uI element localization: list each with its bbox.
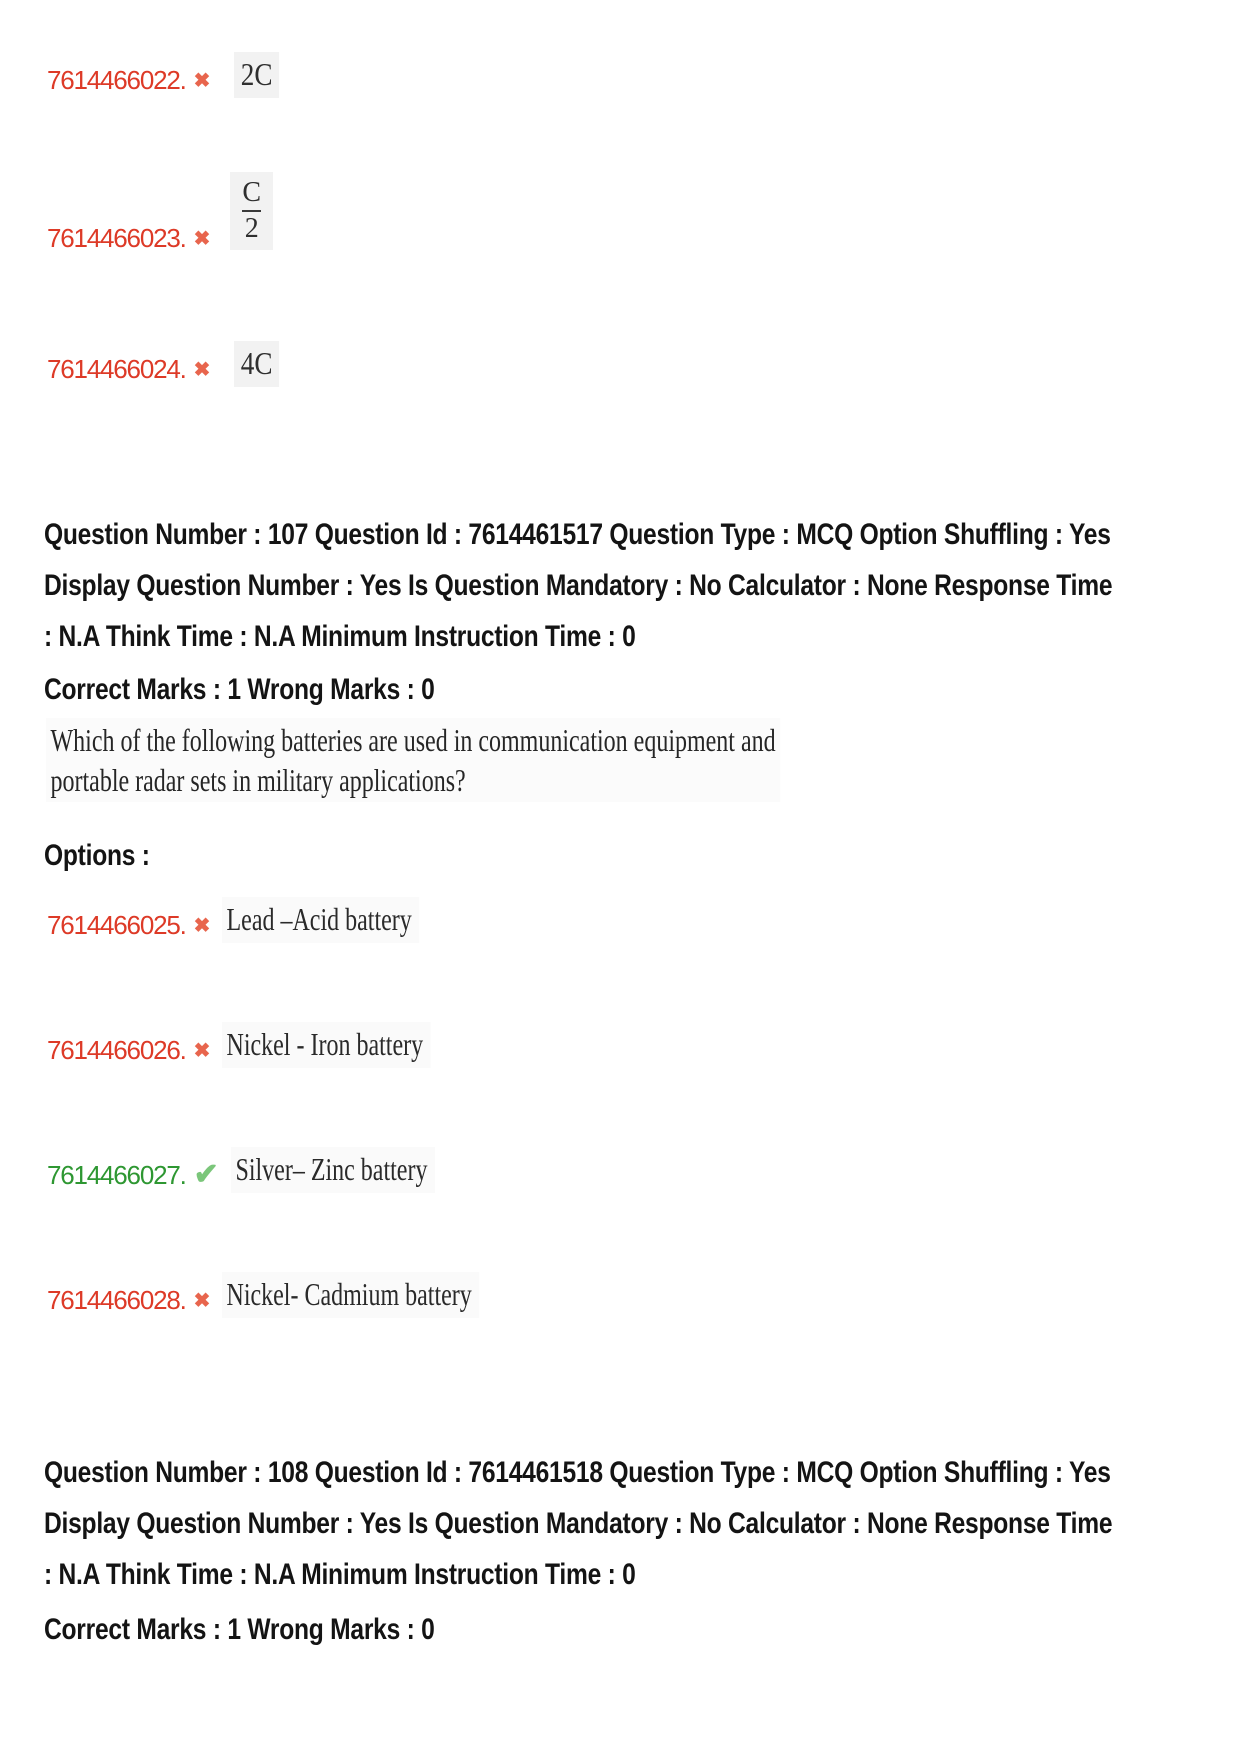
option-row <box>47 341 288 387</box>
question-text-line: portable radar sets in military applications? <box>50 762 466 798</box>
option-label <box>47 351 210 387</box>
question-meta-line: Question Number : 108 Question Id : 7614461518 Question Type : MCQ Option Shuffling : Yes <box>44 1456 1111 1489</box>
option-row <box>47 1272 565 1318</box>
option-content: 4C <box>234 341 279 387</box>
option-content: Nickel - Iron battery <box>222 1022 431 1068</box>
wrong-icon: ✖ <box>193 70 211 92</box>
option-content: Lead –Acid battery <box>222 897 419 943</box>
option-label <box>47 220 210 256</box>
fraction-denominator: 2 <box>244 213 259 244</box>
question-107-marks <box>44 664 520 715</box>
option-row <box>47 897 485 943</box>
correct-icon: ✔ <box>193 1158 219 1191</box>
question-107-text <box>46 718 780 802</box>
options-heading <box>44 830 173 881</box>
question-108-marks <box>44 1604 520 1655</box>
option-row <box>47 172 273 253</box>
wrong-icon: ✖ <box>193 1290 211 1312</box>
option-row <box>47 1147 503 1193</box>
option-id: 7614466028. <box>47 1285 186 1315</box>
option-label <box>47 1156 219 1193</box>
marks-line: Correct Marks : 1 Wrong Marks : 0 <box>44 673 435 706</box>
wrong-icon: ✖ <box>193 228 211 250</box>
option-row <box>47 1022 501 1068</box>
wrong-icon: ✖ <box>193 915 211 937</box>
option-label <box>47 62 210 98</box>
option-id: 7614466026. <box>47 1035 186 1065</box>
question-meta-line: : N.A Think Time : N.A Minimum Instruction Time : 0 <box>44 1558 636 1591</box>
option-label <box>47 907 210 943</box>
option-id: 7614466022. <box>47 65 186 95</box>
question-meta-line: Display Question Number : Yes Is Question Mandatory : No Calculator : None Response Time <box>44 569 1113 602</box>
fraction-numerator: C <box>242 177 262 208</box>
option-content: Silver– Zinc battery <box>231 1147 435 1193</box>
option-id: 7614466024. <box>47 354 186 384</box>
option-row <box>47 52 288 98</box>
option-label <box>47 1282 210 1318</box>
marks-line: Correct Marks : 1 Wrong Marks : 0 <box>44 1613 435 1646</box>
question-text-line: Which of the following batteries are used in communication equipment and <box>50 722 776 758</box>
question-108-meta <box>44 1447 1240 1600</box>
question-meta-line: Display Question Number : Yes Is Question Mandatory : No Calculator : None Response Time <box>44 1507 1113 1540</box>
option-id: 7614466023. <box>47 223 186 253</box>
option-content: Nickel- Cadmium battery <box>222 1272 479 1318</box>
option-id: 7614466027. <box>47 1160 186 1190</box>
options-label: Options : <box>44 839 150 872</box>
wrong-icon: ✖ <box>193 359 211 381</box>
option-id: 7614466025. <box>47 910 186 940</box>
question-meta-line: Question Number : 107 Question Id : 7614461517 Question Type : MCQ Option Shuffling : Yes <box>44 518 1111 551</box>
question-107-meta <box>44 509 1240 662</box>
question-meta-line: : N.A Think Time : N.A Minimum Instruction Time : 0 <box>44 620 636 653</box>
option-content: 2C <box>234 52 279 98</box>
option-content-fraction <box>230 172 273 250</box>
wrong-icon: ✖ <box>193 1040 211 1062</box>
option-label <box>47 1032 210 1068</box>
